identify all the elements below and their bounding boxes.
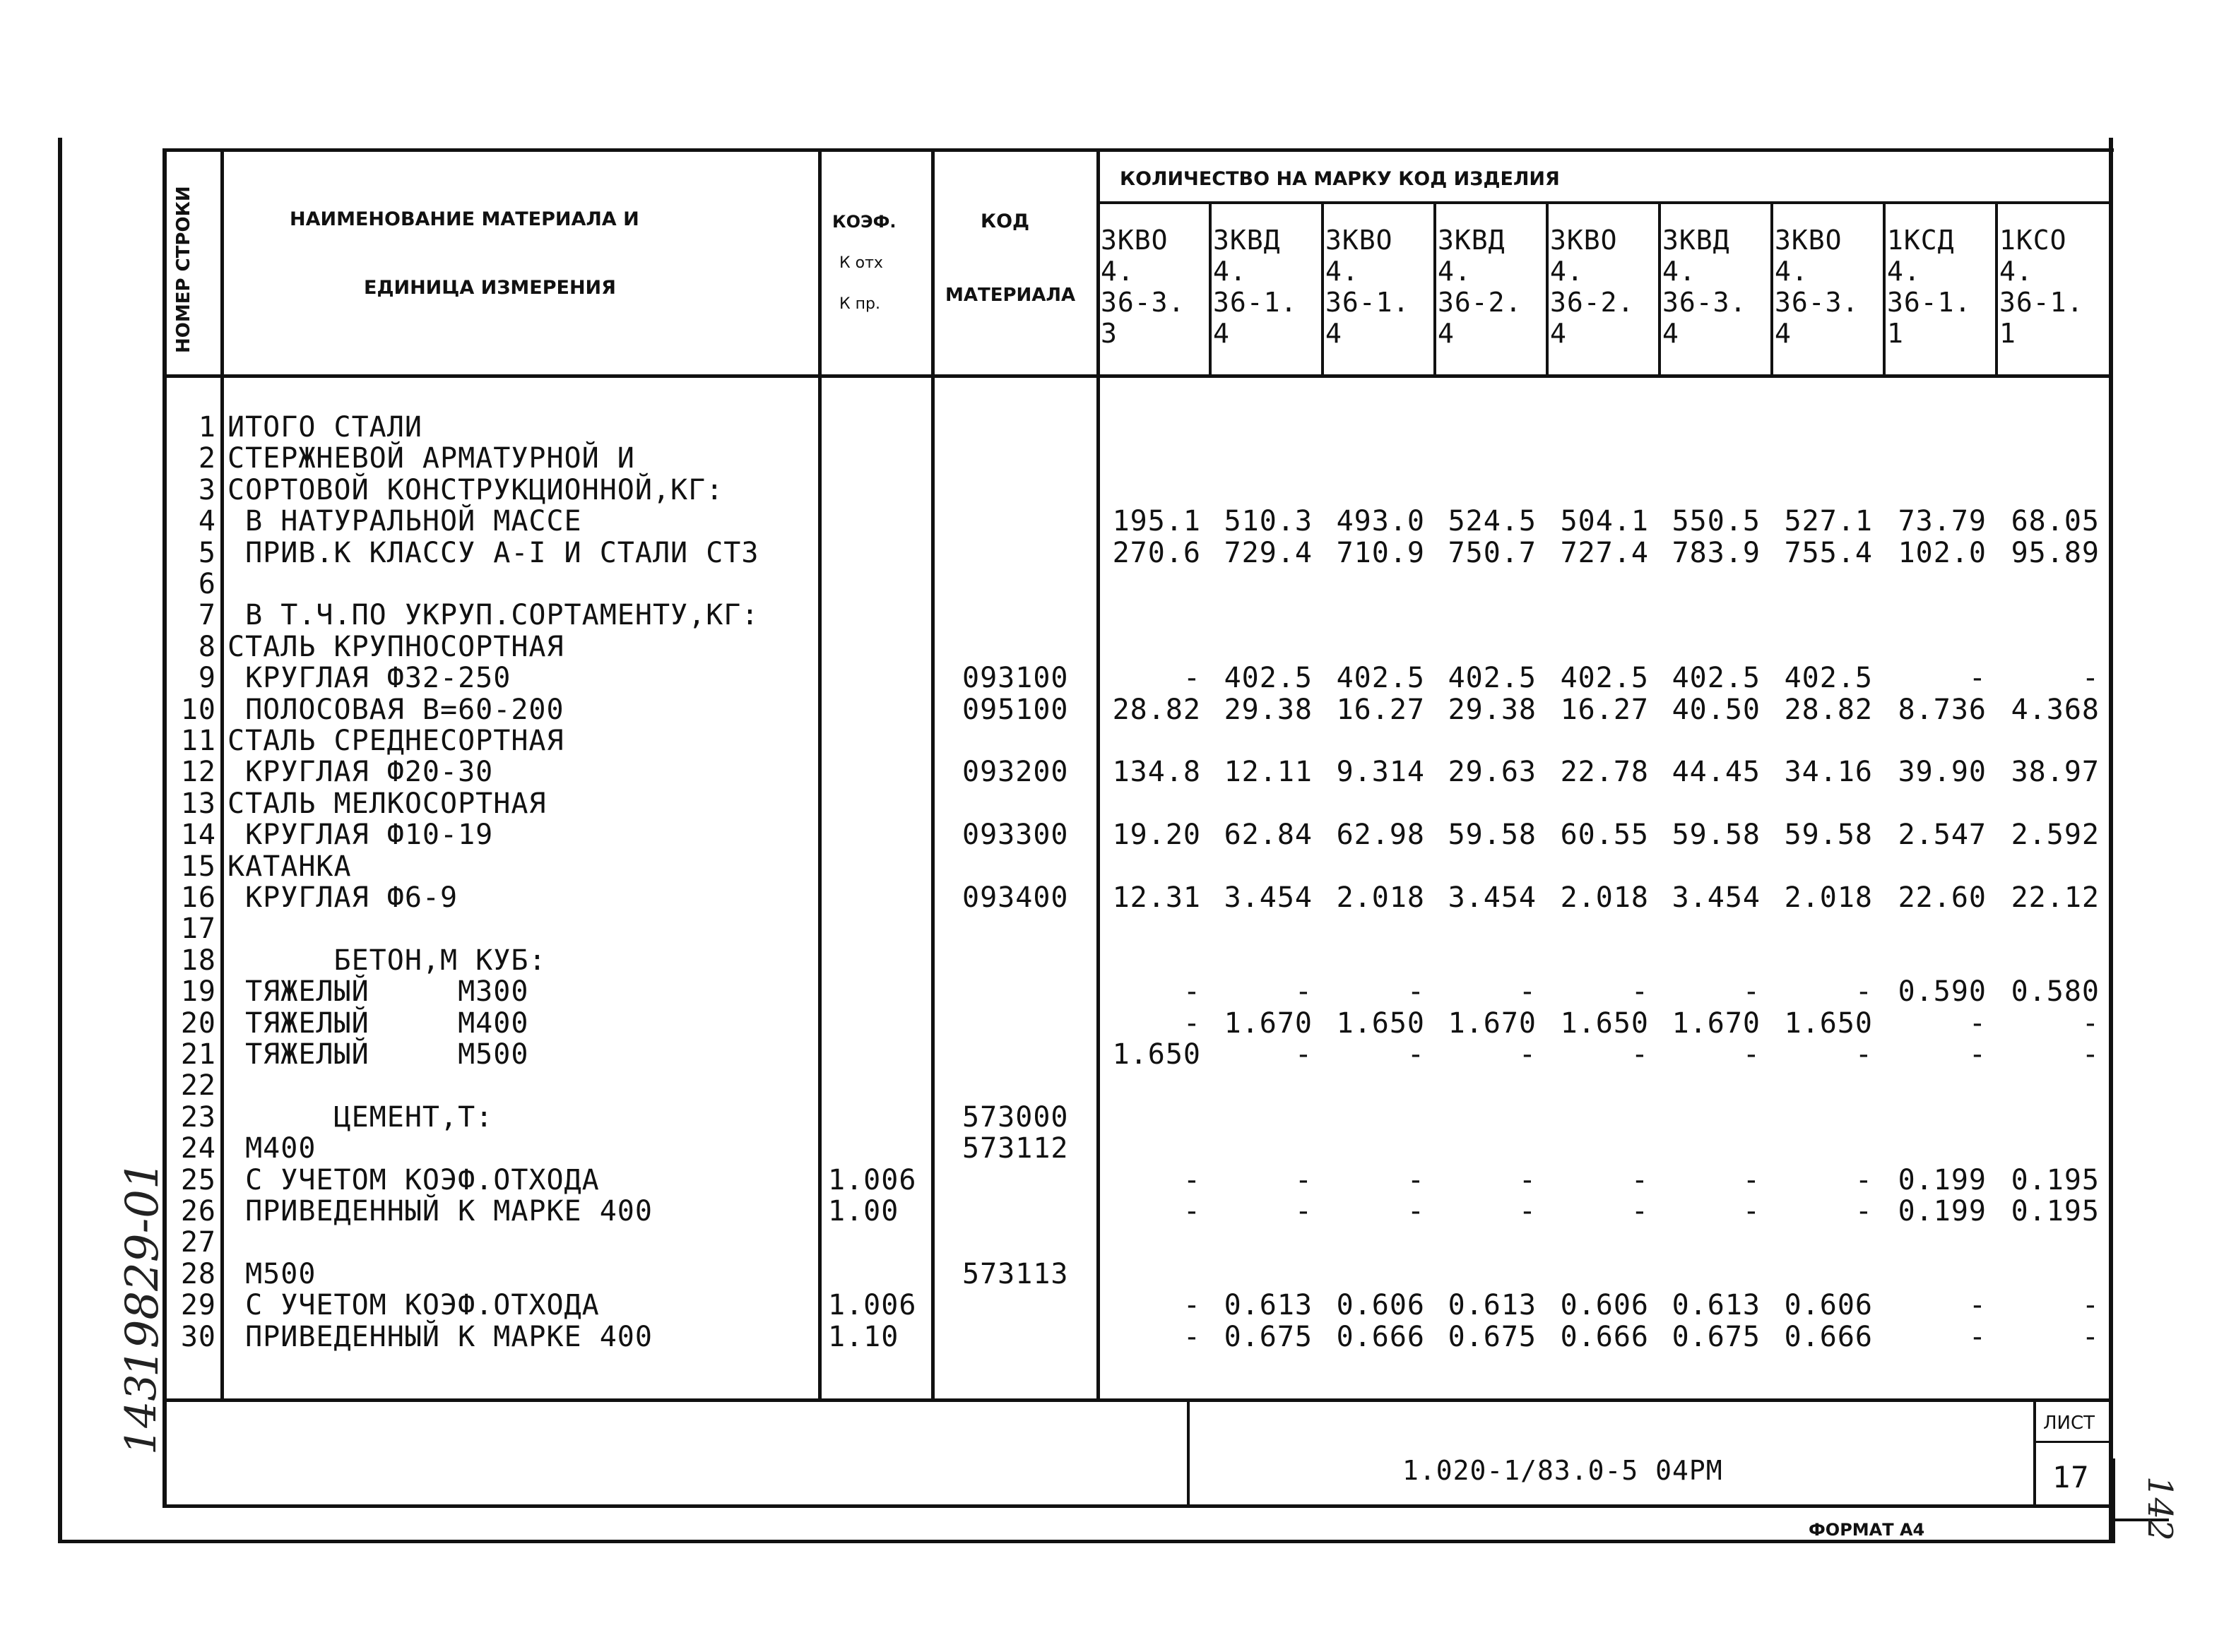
row-quantity-value: 29.38 bbox=[1448, 693, 1537, 726]
document-code: 1.020-1/83.0-5 04РМ bbox=[1402, 1455, 1723, 1486]
row-number: 13 bbox=[180, 787, 216, 820]
footer-sep-2 bbox=[2033, 1400, 2036, 1506]
col-sep-rowno bbox=[220, 148, 224, 1400]
row-quantity-value: 29.38 bbox=[1224, 693, 1313, 726]
mark-header-6-line4: 4 bbox=[1662, 318, 1679, 349]
row-quantity-value: 2.547 bbox=[1898, 819, 1987, 852]
row-number: 14 bbox=[180, 819, 216, 852]
row-quantity-value: 16.27 bbox=[1560, 693, 1649, 726]
mark-header-5-line4: 4 bbox=[1550, 318, 1567, 349]
row-quantity-value: 1.650 bbox=[1560, 1006, 1649, 1040]
row-quantity-value: 402.5 bbox=[1560, 662, 1649, 695]
row-quantity-value: - bbox=[1855, 1163, 1873, 1196]
mark-sep-1 bbox=[1209, 203, 1212, 376]
row-quantity-value: - bbox=[1631, 1038, 1649, 1071]
row-number: 8 bbox=[198, 630, 216, 663]
row-quantity-value: 0.666 bbox=[1336, 1320, 1425, 1353]
mark-header-1-line3: 36-3. bbox=[1101, 287, 1185, 318]
mark-header-8-line3: 36-1. bbox=[1887, 287, 1972, 318]
row-number: 7 bbox=[198, 599, 216, 632]
row-material-name: М500 bbox=[227, 1257, 317, 1290]
row-number: 17 bbox=[180, 913, 216, 946]
row-number: 19 bbox=[180, 975, 216, 1009]
row-quantity-value: - bbox=[1742, 975, 1761, 1009]
row-quantity-value: - bbox=[1183, 1320, 1201, 1353]
header-name-line1: НАИМЕНОВАНИЕ МАТЕРИАЛА И bbox=[290, 208, 639, 230]
row-material-code: 093200 bbox=[962, 756, 1069, 789]
mark-header-4-line1: 3КВД bbox=[1438, 225, 1506, 256]
mark-sep-7 bbox=[1883, 203, 1886, 376]
row-quantity-value: 0.666 bbox=[1784, 1320, 1873, 1353]
header-qty-title: КОЛИЧЕСТВО НА МАРКУ КОД ИЗДЕЛИЯ bbox=[1120, 168, 1560, 190]
row-coefficient: 1.00 bbox=[828, 1195, 899, 1228]
row-quantity-value: - bbox=[1183, 1006, 1201, 1040]
header-code-line2: МАТЕРИАЛА bbox=[945, 285, 1076, 306]
mark-header-9-line1: 1КСО bbox=[1999, 225, 2067, 256]
row-material-name: С УЧЕТОМ КОЭФ.ОТХОДА bbox=[227, 1163, 600, 1196]
row-quantity-value: 0.666 bbox=[1560, 1320, 1649, 1353]
row-quantity-value: 73.79 bbox=[1898, 505, 1987, 538]
row-material-name: КРУГЛАЯ Ф6-9 bbox=[227, 881, 459, 914]
row-material-name: СОРТОВОЙ КОНСТРУКЦИОННОЙ,КГ: bbox=[227, 473, 724, 506]
mark-header-3-line4: 4 bbox=[1325, 318, 1342, 349]
row-material-code: 093400 bbox=[962, 881, 1069, 914]
row-number: 30 bbox=[180, 1320, 216, 1353]
row-quantity-value: 102.0 bbox=[1898, 536, 1987, 569]
archive-number-note: 19829-01 bbox=[117, 1160, 169, 1377]
col-sep-coef bbox=[931, 148, 935, 1400]
page-number-left-note: 143 bbox=[117, 1374, 166, 1455]
row-quantity-value: - bbox=[1968, 1006, 1987, 1040]
row-quantity-value: 195.1 bbox=[1112, 505, 1201, 538]
table-top-border bbox=[162, 148, 2114, 152]
row-number: 26 bbox=[180, 1195, 216, 1228]
row-quantity-value: 22.78 bbox=[1560, 756, 1649, 789]
row-quantity-value: 28.82 bbox=[1112, 693, 1201, 726]
row-quantity-value: 2.018 bbox=[1560, 881, 1649, 914]
row-quantity-value: - bbox=[2081, 1320, 2100, 1353]
mark-header-8-line4: 1 bbox=[1887, 318, 1904, 349]
row-quantity-value: 550.5 bbox=[1672, 505, 1761, 538]
footer-sep-1 bbox=[1187, 1400, 1190, 1506]
row-quantity-value: 0.590 bbox=[1898, 975, 1987, 1009]
row-material-name: С УЧЕТОМ КОЭФ.ОТХОДА bbox=[227, 1289, 600, 1322]
row-quantity-value: 4.368 bbox=[2011, 693, 2100, 726]
row-quantity-value: - bbox=[1183, 662, 1201, 695]
row-quantity-value: 40.50 bbox=[1672, 693, 1761, 726]
header-row-no: НОМЕР СТРОКИ bbox=[173, 186, 194, 353]
format-label: ФОРМАТ А4 bbox=[1809, 1520, 1925, 1540]
footer-sheet-divider bbox=[2033, 1441, 2111, 1443]
row-quantity-value: - bbox=[1183, 1163, 1201, 1196]
row-quantity-value: - bbox=[1518, 975, 1537, 1009]
mark-header-6-line2: 4. bbox=[1662, 256, 1696, 287]
row-quantity-value: 68.05 bbox=[2011, 505, 2100, 538]
row-material-name: СТАЛЬ МЕЛКОСОРТНАЯ bbox=[227, 787, 547, 820]
row-quantity-value: 402.5 bbox=[1672, 662, 1761, 695]
row-quantity-value: 2.018 bbox=[1336, 881, 1425, 914]
row-quantity-value: 59.58 bbox=[1448, 819, 1537, 852]
row-quantity-value: - bbox=[1294, 975, 1313, 1009]
mark-header-7-line4: 4 bbox=[1775, 318, 1792, 349]
mark-header-5-line2: 4. bbox=[1550, 256, 1584, 287]
row-quantity-value: - bbox=[1407, 975, 1425, 1009]
row-quantity-value: - bbox=[1183, 975, 1201, 1009]
mark-header-1-line2: 4. bbox=[1101, 256, 1135, 287]
row-quantity-value: - bbox=[1968, 1320, 1987, 1353]
row-number: 27 bbox=[180, 1226, 216, 1259]
row-quantity-value: 29.63 bbox=[1448, 756, 1537, 789]
table-right-border bbox=[2109, 138, 2113, 1543]
row-coefficient: 1.006 bbox=[828, 1289, 917, 1322]
row-quantity-value: 710.9 bbox=[1336, 536, 1425, 569]
row-quantity-value: 783.9 bbox=[1672, 536, 1761, 569]
row-quantity-value: 95.89 bbox=[2011, 536, 2100, 569]
row-quantity-value: - bbox=[1631, 1163, 1649, 1196]
row-quantity-value: - bbox=[1518, 1195, 1537, 1228]
row-number: 24 bbox=[180, 1132, 216, 1165]
row-quantity-value: 1.670 bbox=[1672, 1006, 1761, 1040]
right-margin-line bbox=[2112, 1458, 2115, 1543]
row-quantity-value: - bbox=[1183, 1289, 1201, 1322]
row-quantity-value: 0.199 bbox=[1898, 1195, 1987, 1228]
mark-header-1-line1: 3КВО bbox=[1101, 225, 1169, 256]
row-quantity-value: 38.97 bbox=[2011, 756, 2100, 789]
row-number: 16 bbox=[180, 881, 216, 914]
row-quantity-value: 402.5 bbox=[1224, 662, 1313, 695]
row-quantity-value: - bbox=[1631, 975, 1649, 1009]
mark-sep-8 bbox=[1995, 203, 1998, 376]
mark-header-1-line4: 3 bbox=[1101, 318, 1118, 349]
row-quantity-value: 0.613 bbox=[1448, 1289, 1537, 1322]
row-material-name: СТАЛЬ СРЕДНЕСОРТНАЯ bbox=[227, 725, 564, 757]
row-material-name: ТЯЖЕЛЫЙ М300 bbox=[227, 975, 529, 1009]
row-quantity-value: - bbox=[2081, 1006, 2100, 1040]
row-material-name: КРУГЛАЯ Ф10-19 bbox=[227, 819, 494, 852]
row-material-name: КАТАНКА bbox=[227, 850, 352, 883]
row-quantity-value: 2.018 bbox=[1784, 881, 1873, 914]
row-quantity-value: 8.736 bbox=[1898, 693, 1987, 726]
mark-header-2-line4: 4 bbox=[1213, 318, 1230, 349]
mark-header-8-line1: 1КСД bbox=[1887, 225, 1955, 256]
row-material-code: 093100 bbox=[962, 662, 1069, 695]
footer-bottom-line bbox=[162, 1504, 2112, 1508]
row-quantity-value: 0.195 bbox=[2011, 1163, 2100, 1196]
row-quantity-value: - bbox=[1742, 1038, 1761, 1071]
row-quantity-value: 134.8 bbox=[1112, 756, 1201, 789]
row-quantity-value: 34.16 bbox=[1784, 756, 1873, 789]
row-quantity-value: - bbox=[1742, 1163, 1761, 1196]
row-coefficient: 1.10 bbox=[828, 1320, 899, 1353]
row-quantity-value: 0.613 bbox=[1672, 1289, 1761, 1322]
row-quantity-value: 28.82 bbox=[1784, 693, 1873, 726]
row-quantity-value: - bbox=[2081, 662, 2100, 695]
mark-header-8-line2: 4. bbox=[1887, 256, 1921, 287]
outer-bottom-border bbox=[62, 1540, 2111, 1543]
row-material-name: М400 bbox=[227, 1132, 317, 1165]
row-quantity-value: 16.27 bbox=[1336, 693, 1425, 726]
row-quantity-value: 44.45 bbox=[1672, 756, 1761, 789]
mark-header-4-line3: 36-2. bbox=[1438, 287, 1522, 318]
row-quantity-value: 0.675 bbox=[1672, 1320, 1761, 1353]
header-coef-line2: К отх bbox=[839, 254, 883, 272]
row-material-name: В Т.Ч.ПО УКРУП.СОРТАМЕНТУ,КГ: bbox=[227, 599, 759, 632]
row-number: 6 bbox=[198, 568, 216, 600]
row-quantity-value: 12.11 bbox=[1224, 756, 1313, 789]
row-quantity-value: 62.98 bbox=[1336, 819, 1425, 852]
row-quantity-value: - bbox=[1294, 1163, 1313, 1196]
row-number: 11 bbox=[180, 725, 216, 757]
row-material-name: СТЕРЖНЕВОЙ АРМАТУРНОЙ И bbox=[227, 442, 635, 475]
mark-sep-6 bbox=[1770, 203, 1773, 376]
row-quantity-value: 59.58 bbox=[1672, 819, 1761, 852]
row-quantity-value: 524.5 bbox=[1448, 505, 1537, 538]
row-quantity-value: 0.606 bbox=[1560, 1289, 1649, 1322]
row-quantity-value: 22.60 bbox=[1898, 881, 1987, 914]
header-coef-line3: К пр. bbox=[839, 295, 880, 313]
row-quantity-value: 60.55 bbox=[1560, 819, 1649, 852]
row-quantity-value: - bbox=[1855, 1038, 1873, 1071]
row-quantity-value: - bbox=[2081, 1289, 2100, 1322]
row-number: 23 bbox=[180, 1100, 216, 1134]
sheet-label: ЛИСТ bbox=[2043, 1413, 2095, 1434]
outer-left-border bbox=[58, 138, 62, 1543]
row-quantity-value: 1.650 bbox=[1784, 1006, 1873, 1040]
row-quantity-value: - bbox=[1855, 1195, 1873, 1228]
row-number: 1 bbox=[198, 411, 216, 444]
row-quantity-value: 402.5 bbox=[1336, 662, 1425, 695]
row-quantity-value: 1.650 bbox=[1336, 1006, 1425, 1040]
row-quantity-value: 527.1 bbox=[1784, 505, 1873, 538]
row-quantity-value: 510.3 bbox=[1224, 505, 1313, 538]
row-material-name: БЕТОН,М КУБ: bbox=[227, 944, 547, 977]
row-quantity-value: 0.675 bbox=[1448, 1320, 1537, 1353]
row-quantity-value: 3.454 bbox=[1224, 881, 1313, 914]
row-quantity-value: 1.670 bbox=[1448, 1006, 1537, 1040]
row-quantity-value: 0.580 bbox=[2011, 975, 2100, 1009]
row-quantity-value: 0.606 bbox=[1336, 1289, 1425, 1322]
row-quantity-value: 493.0 bbox=[1336, 505, 1425, 538]
row-number: 15 bbox=[180, 850, 216, 883]
row-quantity-value: 0.199 bbox=[1898, 1163, 1987, 1196]
row-quantity-value: - bbox=[1518, 1038, 1537, 1071]
row-quantity-value: - bbox=[1631, 1195, 1649, 1228]
row-material-name: ИТОГО СТАЛИ bbox=[227, 411, 422, 444]
row-number: 9 bbox=[198, 662, 216, 695]
row-material-name: КРУГЛАЯ Ф20-30 bbox=[227, 756, 494, 789]
row-material-name: КРУГЛАЯ Ф32-250 bbox=[227, 662, 511, 695]
header-bottom-line bbox=[162, 374, 2112, 378]
row-material-name: ПРИВ.К КЛАССУ А-I И СТАЛИ СТ3 bbox=[227, 536, 759, 569]
row-material-name: ЦЕМЕНТ,Т: bbox=[227, 1100, 494, 1134]
row-number: 12 bbox=[180, 756, 216, 789]
row-quantity-value: 729.4 bbox=[1224, 536, 1313, 569]
row-number: 22 bbox=[180, 1069, 216, 1103]
row-material-name: ПОЛОСОВАЯ В=60-200 bbox=[227, 693, 564, 726]
mark-header-3-line1: 3КВО bbox=[1325, 225, 1393, 256]
mark-header-3-line3: 36-1. bbox=[1325, 287, 1410, 318]
mark-header-5-line3: 36-2. bbox=[1550, 287, 1635, 318]
row-quantity-value: 504.1 bbox=[1560, 505, 1649, 538]
row-quantity-value: 9.314 bbox=[1336, 756, 1425, 789]
row-number: 4 bbox=[198, 505, 216, 538]
row-quantity-value: - bbox=[2081, 1038, 2100, 1071]
row-quantity-value: 727.4 bbox=[1560, 536, 1649, 569]
row-number: 10 bbox=[180, 693, 216, 726]
row-quantity-value: 0.606 bbox=[1784, 1289, 1873, 1322]
row-material-code: 095100 bbox=[962, 693, 1069, 726]
mark-header-2-line2: 4. bbox=[1213, 256, 1247, 287]
row-material-code: 573000 bbox=[962, 1100, 1069, 1134]
mark-header-6-line3: 36-3. bbox=[1662, 287, 1747, 318]
row-quantity-value: - bbox=[1855, 975, 1873, 1009]
row-number: 2 bbox=[198, 442, 216, 475]
row-number: 3 bbox=[198, 473, 216, 506]
col-sep-name bbox=[818, 148, 822, 1400]
row-quantity-value: - bbox=[1968, 662, 1987, 695]
row-quantity-value: 402.5 bbox=[1448, 662, 1537, 695]
header-coef-line1: КОЭФ. bbox=[832, 212, 897, 232]
row-quantity-value: 755.4 bbox=[1784, 536, 1873, 569]
mark-header-7-line1: 3КВО bbox=[1775, 225, 1842, 256]
qty-title-underline bbox=[1096, 201, 2111, 204]
row-quantity-value: 2.592 bbox=[2011, 819, 2100, 852]
row-quantity-value: - bbox=[1518, 1163, 1537, 1196]
row-quantity-value: 1.670 bbox=[1224, 1006, 1313, 1040]
row-quantity-value: 0.195 bbox=[2011, 1195, 2100, 1228]
mark-header-6-line1: 3КВД bbox=[1662, 225, 1730, 256]
row-quantity-value: - bbox=[1294, 1195, 1313, 1228]
row-number: 20 bbox=[180, 1006, 216, 1040]
row-quantity-value: 3.454 bbox=[1672, 881, 1761, 914]
row-quantity-value: - bbox=[1407, 1195, 1425, 1228]
mark-header-4-line2: 4. bbox=[1438, 256, 1472, 287]
row-number: 18 bbox=[180, 944, 216, 977]
row-material-name: ПРИВЕДЕННЫЙ К МАРКЕ 400 bbox=[227, 1195, 653, 1228]
mark-header-9-line3: 36-1. bbox=[1999, 287, 2084, 318]
header-name-line2: ЕДИНИЦА ИЗМЕРЕНИЯ bbox=[364, 277, 616, 299]
row-material-code: 573113 bbox=[962, 1257, 1069, 1290]
row-number: 28 bbox=[180, 1257, 216, 1290]
mark-sep-3 bbox=[1433, 203, 1436, 376]
header-code-line1: КОД bbox=[981, 210, 1030, 232]
mark-sep-5 bbox=[1658, 203, 1661, 376]
row-quantity-value: - bbox=[1183, 1195, 1201, 1228]
row-quantity-value: - bbox=[1407, 1038, 1425, 1071]
row-quantity-value: 402.5 bbox=[1784, 662, 1873, 695]
mark-header-5-line1: 3КВО bbox=[1550, 225, 1618, 256]
mark-header-2-line3: 36-1. bbox=[1213, 287, 1298, 318]
row-quantity-value: - bbox=[1968, 1038, 1987, 1071]
row-material-name: В НАТУРАЛЬНОЙ МАССЕ bbox=[227, 505, 582, 538]
row-quantity-value: - bbox=[1968, 1289, 1987, 1322]
mark-header-9-line2: 4. bbox=[1999, 256, 2033, 287]
row-quantity-value: 22.12 bbox=[2011, 881, 2100, 914]
row-quantity-value: 12.31 bbox=[1112, 881, 1201, 914]
mark-sep-4 bbox=[1546, 203, 1549, 376]
row-quantity-value: 3.454 bbox=[1448, 881, 1537, 914]
mark-header-9-line4: 1 bbox=[1999, 318, 2016, 349]
mark-header-2-line1: 3КВД bbox=[1213, 225, 1281, 256]
mark-header-7-line2: 4. bbox=[1775, 256, 1809, 287]
sheet-number: 17 bbox=[2052, 1460, 2090, 1494]
row-quantity-value: 19.20 bbox=[1112, 819, 1201, 852]
row-quantity-value: 39.90 bbox=[1898, 756, 1987, 789]
row-quantity-value: 0.675 bbox=[1224, 1320, 1313, 1353]
row-quantity-value: 270.6 bbox=[1112, 536, 1201, 569]
mark-sep-2 bbox=[1321, 203, 1324, 376]
row-quantity-value: 0.613 bbox=[1224, 1289, 1313, 1322]
row-quantity-value: 62.84 bbox=[1224, 819, 1313, 852]
mark-header-4-line4: 4 bbox=[1438, 318, 1455, 349]
row-material-name: ТЯЖЕЛЫЙ М500 bbox=[227, 1038, 529, 1071]
body-bottom-line bbox=[162, 1398, 2112, 1402]
row-material-name: СТАЛЬ КРУПНОСОРТНАЯ bbox=[227, 630, 564, 663]
row-number: 5 bbox=[198, 536, 216, 569]
row-number: 25 bbox=[180, 1163, 216, 1196]
row-material-name: ТЯЖЕЛЫЙ М400 bbox=[227, 1006, 529, 1040]
mark-header-3-line2: 4. bbox=[1325, 256, 1359, 287]
row-coefficient: 1.006 bbox=[828, 1163, 917, 1196]
row-quantity-value: 59.58 bbox=[1784, 819, 1873, 852]
row-material-code: 573112 bbox=[962, 1132, 1069, 1165]
row-quantity-value: 750.7 bbox=[1448, 536, 1537, 569]
row-material-code: 093300 bbox=[962, 819, 1069, 852]
row-number: 29 bbox=[180, 1289, 216, 1322]
row-quantity-value: - bbox=[1407, 1163, 1425, 1196]
row-number: 21 bbox=[180, 1038, 216, 1071]
row-quantity-value: - bbox=[1294, 1038, 1313, 1071]
page-number-right-note: 142 bbox=[2140, 1476, 2179, 1541]
mark-header-7-line3: 36-3. bbox=[1775, 287, 1859, 318]
row-quantity-value: - bbox=[1742, 1195, 1761, 1228]
row-quantity-value: 1.650 bbox=[1112, 1038, 1201, 1071]
row-material-name: ПРИВЕДЕННЫЙ К МАРКЕ 400 bbox=[227, 1320, 653, 1353]
